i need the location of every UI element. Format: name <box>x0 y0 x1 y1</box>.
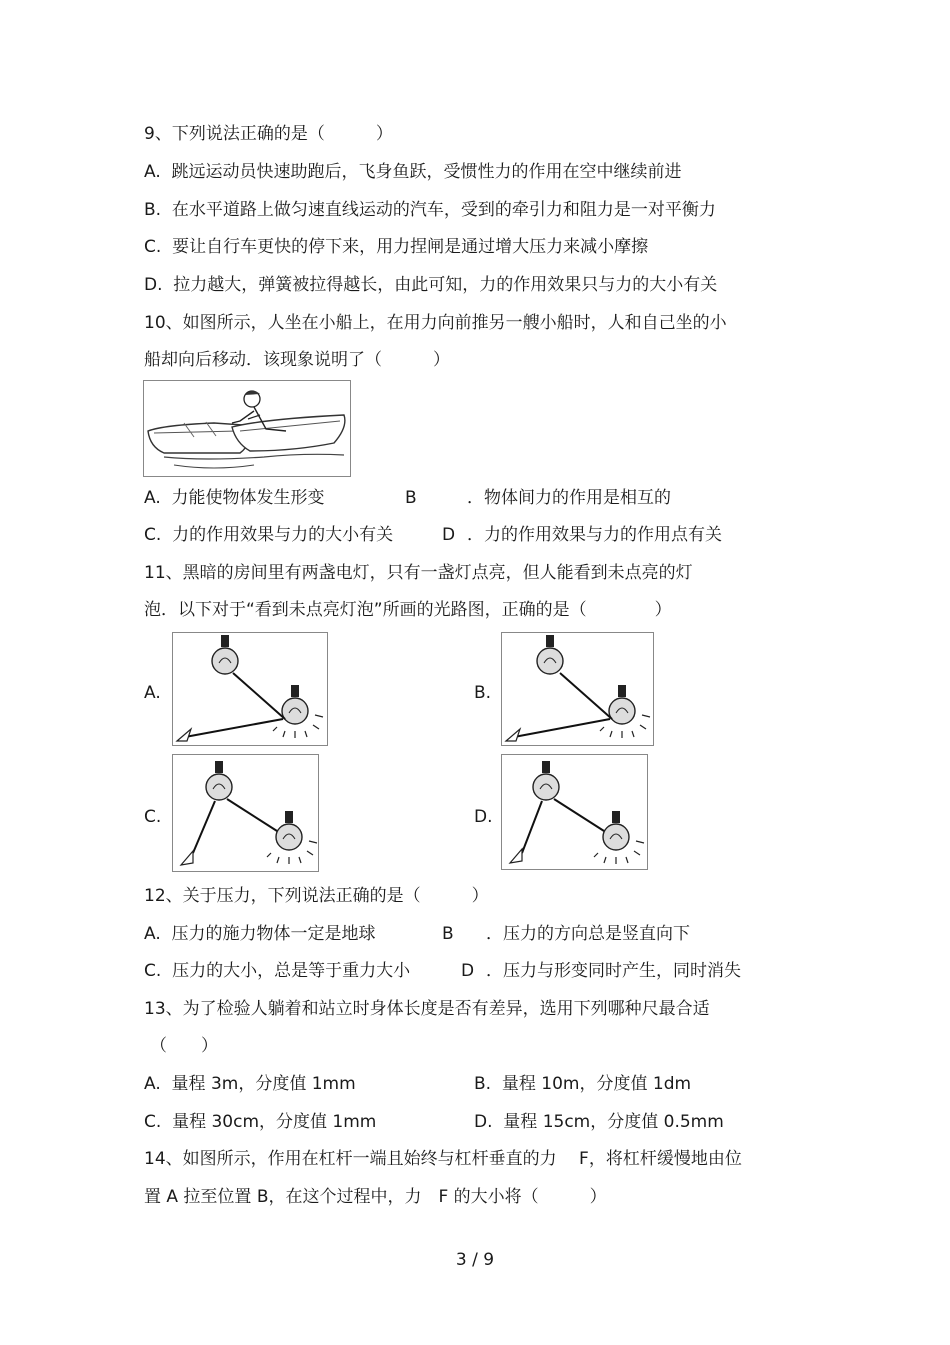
q11-option-d-label: D. <box>474 807 493 827</box>
q11-option-a-label: A. <box>144 683 161 703</box>
q10-option-d-letter: D <box>442 525 456 545</box>
unlit-bulb-icon <box>537 635 563 674</box>
q13-answer-paren: （ ） <box>150 1036 218 1056</box>
q13-option-d: D. 量程 15cm，分度值 0.5mm <box>474 1112 724 1132</box>
q11-diagram-c <box>172 754 319 872</box>
lit-bulb-icon <box>273 685 323 738</box>
q10-option-b-letter: B <box>405 488 417 508</box>
q13-option-a: A. 量程 3m，分度值 1mm <box>144 1074 356 1094</box>
q12-option-d-letter: D <box>461 961 475 981</box>
q13-option-c: C. 量程 30cm，分度值 1mm <box>144 1112 377 1132</box>
eye-icon <box>181 851 193 865</box>
q10-option-d: ．力的作用效果与力的作用点有关 <box>467 525 722 545</box>
q10-option-b: ．物体间力的作用是相互的 <box>467 488 671 508</box>
q11-stem-line2: 泡．以下对于“看到未点亮灯泡”所画的光路图，正确的是（ ） <box>144 600 672 620</box>
q14-stem-line2: 置 A 拉至位置 B，在这个过程中，力 F 的大小将（ ） <box>144 1187 607 1207</box>
unlit-bulb-icon <box>533 761 559 800</box>
q11-stem-line1: 11、黑暗的房间里有两盏电灯，只有一盏灯点亮，但人能看到未点亮的灯 <box>144 563 693 583</box>
q11-diagram-a <box>172 632 328 746</box>
page-number: 3 / 9 <box>455 1250 495 1270</box>
lit-bulb-icon <box>600 685 650 738</box>
eye-icon <box>177 729 191 741</box>
q12-option-d: ．压力与形变同时产生，同时消失 <box>486 961 741 981</box>
eye-icon <box>510 849 522 863</box>
q9-option-c: C. 要让自行车更快的停下来，用力捏闸是通过增大压力来减小摩擦 <box>144 237 649 257</box>
q13-stem: 13、为了检验人躺着和站立时身体长度是否有差异，选用下列哪种尺最合适 <box>144 999 710 1019</box>
q14-stem-line1: 14、如图所示，作用在杠杆一端且始终与杠杆垂直的力 F，将杠杆缓慢地由位 <box>144 1149 742 1169</box>
boat-figure <box>143 380 351 477</box>
q12-option-b: ．压力的方向总是竖直向下 <box>486 924 690 944</box>
q10-option-a: A. 力能使物体发生形变 <box>144 488 325 508</box>
lit-bulb-icon <box>267 811 317 864</box>
q12-option-a: A. 压力的施力物体一定是地球 <box>144 924 376 944</box>
q9-option-d: D. 拉力越大，弹簧被拉得越长，由此可知，力的作用效果只与力的大小有关 <box>144 275 718 295</box>
q10-stem-line2: 船却向后移动．该现象说明了（ ） <box>144 350 450 370</box>
unlit-bulb-icon <box>212 635 238 674</box>
q10-stem-line1: 10、如图所示，人坐在小船上，在用力向前推另一艘小船时，人和自己坐的小 <box>144 313 727 333</box>
q9-stem: 9、下列说法正确的是（ ） <box>144 124 393 144</box>
unlit-bulb-icon <box>206 761 232 800</box>
q13-option-b: B. 量程 10m，分度值 1dm <box>474 1074 692 1094</box>
q11-option-b-label: B. <box>474 683 492 703</box>
q11-diagram-d <box>501 754 648 870</box>
q11-option-c-label: C. <box>144 807 162 827</box>
q12-stem: 12、关于压力，下列说法正确的是（ ） <box>144 886 489 906</box>
q12-option-c: C. 压力的大小，总是等于重力大小 <box>144 961 411 981</box>
q11-diagram-b <box>501 632 654 746</box>
q12-option-b-letter: B <box>442 924 454 944</box>
lit-bulb-icon <box>594 811 644 864</box>
q9-option-b: B. 在水平道路上做匀速直线运动的汽车，受到的牵引力和阻力是一对平衡力 <box>144 200 716 220</box>
q10-option-c: C. 力的作用效果与力的大小有关 <box>144 525 394 545</box>
eye-icon <box>506 729 520 741</box>
q9-option-a: A. 跳远运动员快速助跑后，飞身鱼跃，受惯性力的作用在空中继续前进 <box>144 162 682 182</box>
